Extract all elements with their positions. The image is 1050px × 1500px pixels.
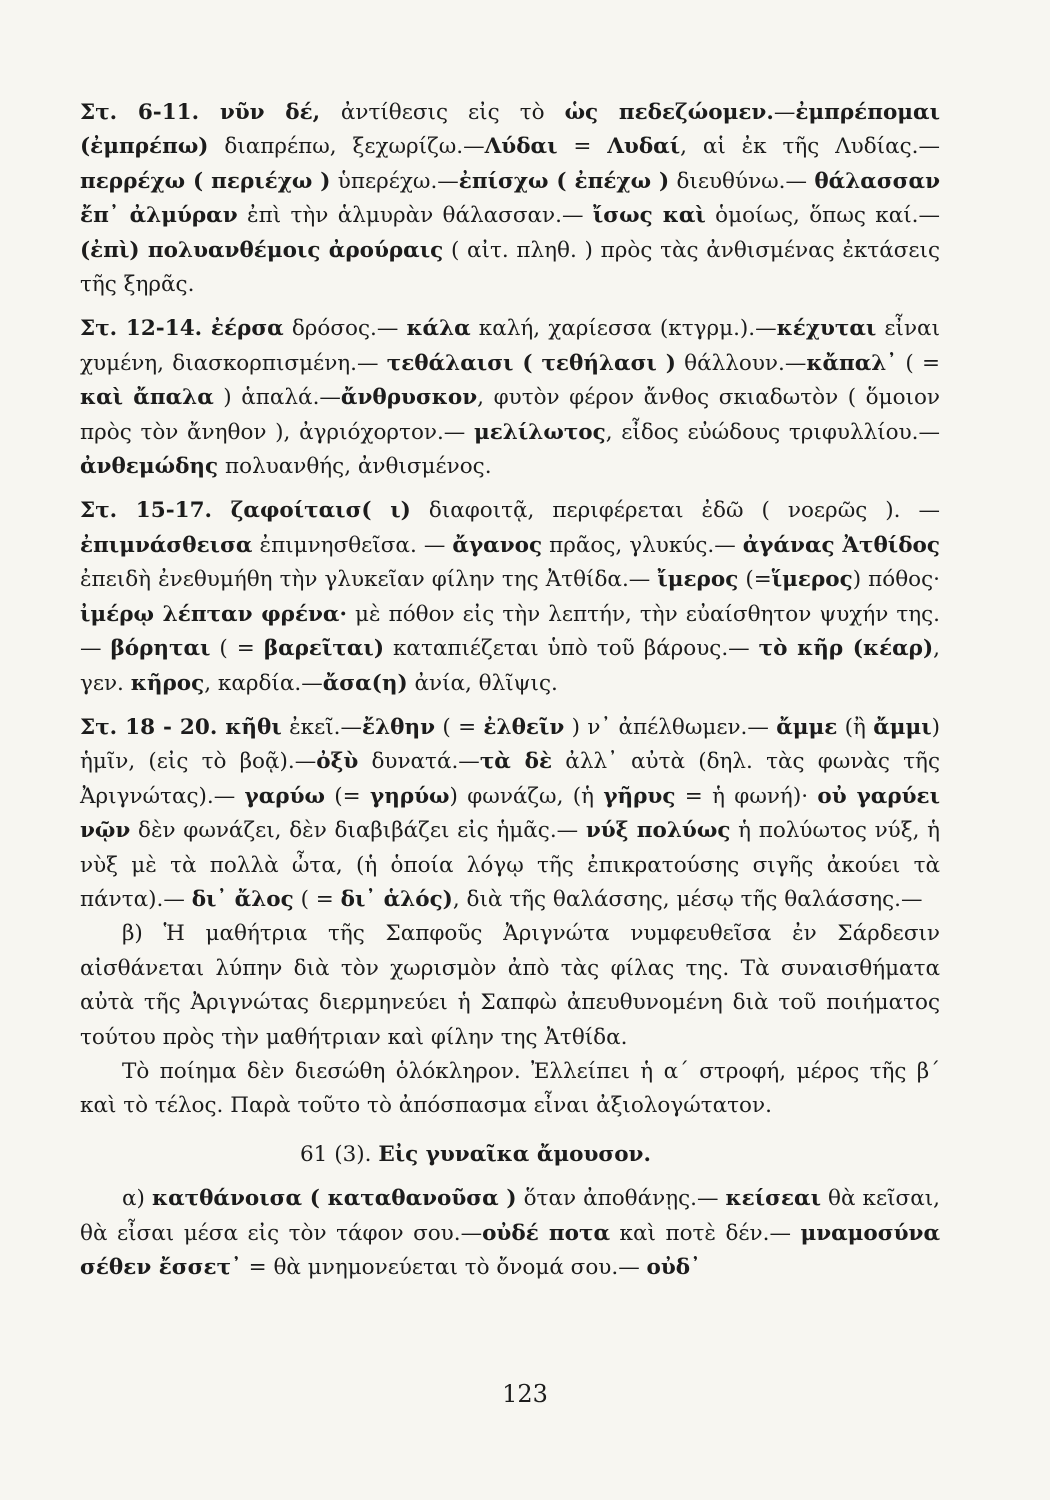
gloss: , καρδία.—: [204, 670, 323, 696]
gloss: ) πόθος·: [852, 567, 940, 593]
paragraph-note: [80, 1055, 940, 1124]
lemma: οὐδ᾽: [646, 1255, 701, 1280]
lemma: δι᾽ ἁλός): [340, 886, 453, 912]
lemma: ἄνθρυσκον: [340, 385, 478, 411]
gloss: = θὰ μνημονεύεται τὸ ὄνομά σου.—: [241, 1255, 647, 1280]
gloss: (=: [324, 783, 371, 809]
gloss: 61 (3).: [300, 1141, 379, 1167]
gloss: πολυανθής, ἀνθισμένος.: [218, 454, 492, 480]
lemma: ἐπίσχω ( ἐπέχω ): [458, 168, 670, 194]
gloss: , γεν.: [80, 636, 940, 696]
lemma: τὸ κῆρ (κέαρ): [758, 636, 934, 662]
gloss: ( αἰτ. πληθ. ) πρὸς τὰς ἀνθισμένας ἐκτάσεις τῆς ξηρᾶς.: [80, 237, 941, 298]
lemma: μελίλωτος: [474, 419, 606, 445]
lemma: καὶ ἄπαλα: [80, 385, 214, 411]
lemma: ἐμπρέπομαι (ἐμπρέπω): [80, 100, 940, 160]
gloss: ( =: [293, 886, 341, 912]
lemma: (ἐπὶ) πολυανθέμοις ἀρούραις: [80, 237, 444, 263]
paragraph-st-6-11: [80, 96, 940, 302]
gloss: καὶ ποτὲ δέν.—: [610, 1220, 801, 1246]
lemma: ἀγάνας Ἀτθίδος: [742, 532, 940, 558]
paragraph-alpha: [80, 1182, 940, 1285]
gloss: α): [122, 1186, 152, 1212]
gloss: =: [557, 134, 608, 160]
lemma: ἵμερος: [771, 567, 853, 593]
lemma: Εἰς γυναῖκα ἄμουσον.: [378, 1141, 651, 1167]
lemma: ἄσα(η): [322, 670, 408, 696]
lemma: περρέχω ( περιέχω ): [80, 168, 331, 194]
paragraph-st-15-17: [80, 494, 940, 700]
gloss: , εἶδος εὐώδους τριφυλλίου.—: [605, 419, 940, 445]
gloss: θάλλουν.—: [675, 350, 807, 376]
gloss: διαφοιτᾷ, περιφέρεται ἐδῶ ( νοερῶς ). —: [410, 498, 940, 524]
gloss: ὑπερέχω.—: [330, 168, 459, 194]
gloss: ( =: [210, 636, 264, 662]
paragraph-st-12-14: [80, 312, 940, 484]
lemma: Λυδαί: [607, 134, 681, 160]
gloss: ἐκεῖ.—: [281, 714, 362, 740]
lemma: κῆρος: [130, 670, 205, 696]
lemma: ἴμερος: [657, 567, 739, 593]
lemma: κείσεαι: [725, 1186, 821, 1212]
gloss: μὲ πόθον εἰς τὴν λεπτήν, τὴν εὐαίσθητον ψυχήν της.—: [80, 601, 940, 662]
gloss: —: [773, 100, 796, 125]
lemma: θάλασσαν ἔπ᾽ ἀλμύραν: [80, 168, 940, 229]
lemma: ἔλθην: [362, 714, 436, 740]
lemma: κἄπαλ᾽: [806, 350, 898, 376]
gloss: (ἢ: [837, 714, 874, 740]
lemma: ὡς πεδεζώομεν.: [564, 100, 774, 125]
gloss: ) ἁπαλά.—: [213, 385, 341, 411]
lemma: ἀνθεμώδης: [80, 454, 219, 480]
gloss: ὁμοίως, ὅπως καί.—: [705, 203, 940, 229]
gloss: ἐπιμνησθεῖσα. —: [252, 532, 453, 558]
gloss: = ἡ φωνή)·: [675, 783, 818, 809]
gloss: διευθύνω.—: [669, 168, 815, 194]
lemma: ζαφοίταισ( ι): [230, 498, 411, 524]
lemma: ἄγανος: [452, 532, 543, 558]
lemma: γῆρυς: [603, 783, 676, 809]
gloss: ἀντίθεσις εἰς τὸ: [340, 100, 565, 125]
lemma: ὀξὺ: [316, 749, 359, 775]
lemma: Λύδαι: [484, 134, 558, 160]
gloss: , φυτὸν φέρον ἄνθος σκιαδωτὸν ( ὅμοιον πρὸς τὸν ἄνηθον ), ἀγριόχορτον.—: [80, 385, 940, 445]
lemma: κῆθι: [225, 714, 282, 740]
lemma: ἄμμι: [873, 714, 932, 740]
lemma: γηρύω: [370, 783, 450, 809]
page-number: 123: [502, 1380, 548, 1408]
lemma: βαρεῖται): [263, 636, 384, 662]
gloss: ( =: [897, 350, 941, 376]
gloss: ἐπειδὴ ἐνεθυμήθη τὴν γλυκεῖαν φίλην της Ἀτθίδα.—: [80, 567, 658, 593]
lemma: κάλα: [406, 316, 471, 342]
gloss: καταπιέζεται ὑπὸ τοῦ βάρους.—: [384, 636, 759, 662]
lemma: ἰμέρῳ λέπταν φρένα·: [80, 601, 347, 627]
gloss: δυνατά.—: [358, 749, 480, 775]
lemma: οὐδέ ποτα: [482, 1220, 611, 1246]
gloss: ) φωνάζω, (ἡ: [449, 783, 604, 809]
gloss: δρόσος.—: [283, 316, 407, 342]
lemma: γαρύω: [244, 783, 325, 809]
lemma: Στ. 12-14.: [80, 316, 211, 342]
gloss: δὲν φωνάζει, δὲν διαβιβάζει εἰς ἡμᾶς.—: [130, 818, 586, 844]
commentary-text: [80, 96, 940, 1285]
lemma: τὰ δὲ: [479, 749, 553, 775]
gloss: ἀλλ᾽ αὐτὰ (δηλ. τὰς φωνὰς τῆς Ἀριγνώτας).—: [80, 749, 940, 809]
lemma: ἐέρσα: [210, 316, 284, 342]
lemma: Στ. 6-11.: [80, 100, 220, 125]
gloss: θὰ κεῖσαι, θὰ εἶσαι μέσα εἰς τὸν τάφον σου.—: [80, 1186, 940, 1246]
lemma: κέχυται: [776, 316, 877, 342]
gloss: , διὰ τῆς θαλάσσης, μέσῳ τῆς θαλάσσης.—: [452, 886, 923, 912]
gloss: διαπρέπω, ξεχωρίζω.—: [208, 134, 485, 160]
gloss: ἀνία, θλῖψις.: [407, 670, 558, 696]
gloss: β) Ἡ μαθήτρια τῆς Σαπφοῦς Ἀριγνώτα νυμφευθεῖσα ἐν Σάρδεσιν αἰσθάνεται λύπην διὰ τὸν χωρισμὸν ἀπὸ τὰς φίλας της. Τὰ συναισθήματα αὐτὰ τῆς Ἀριγνώτας διερμηνεύει ἡ Σαπφὼ ἀπευθυνομένη διὰ τοῦ ποιήματος τούτου πρὸς τὴν μαθήτριαν καὶ φίλην της Ἀτθίδα.: [80, 921, 940, 1050]
paragraph-heading-61: [80, 1138, 940, 1172]
gloss: εἶναι χυμένη, διασκορπισμένη.—: [80, 316, 941, 376]
lemma: ἴσως καὶ: [592, 203, 706, 229]
lemma: ἐλθεῖν: [483, 714, 565, 740]
lemma: Στ. 15-17.: [80, 498, 231, 524]
lemma: Στ. 18 - 20.: [80, 714, 226, 740]
lemma: δι᾽ ἄλος: [191, 886, 294, 912]
lemma: νῦν δέ,: [219, 100, 341, 125]
lemma: νύξ πολύως: [585, 818, 731, 844]
gloss: ) ν᾽ ἀπέλθωμεν.—: [564, 714, 777, 740]
paragraph-st-18-20: [80, 711, 940, 917]
gloss: καλή, χαρίεσσα (κτγρμ.).—: [470, 316, 777, 342]
lemma: ἄμμε: [776, 714, 838, 740]
gloss: ἐπὶ τὴν ἁλμυρὰν θάλασσαν.—: [237, 203, 593, 229]
lemma: κατθάνοισα ( καταθανοῦσα ): [151, 1186, 517, 1212]
gloss: , αἱ ἐκ τῆς Λυδίας.—: [680, 134, 940, 160]
gloss: (=: [738, 567, 772, 593]
lemma: οὐ γαρύει νῷν: [80, 783, 941, 844]
gloss: πρᾶος, γλυκύς.—: [542, 532, 743, 558]
gloss: ἡ πολύωτος νύξ, ἡ νὺξ μὲ τὰ πολλὰ ὦτα, (ἡ ὁποία λόγῳ τῆς ἐπικρατούσης σιγῆς ἀκούει τὰ πάντα).—: [80, 818, 940, 912]
lemma: βόρηται: [110, 636, 211, 662]
paragraph-beta: [80, 917, 940, 1055]
gloss: Τὸ ποίημα δὲν διεσώθη ὁλόκληρον. Ἐλλείπει ἡ α΄ στροφή, μέρος τῆς β΄ καὶ τὸ τέλος. Παρὰ τοῦτο τὸ ἀπόσπασμα εἶναι ἀξιολογώτατον.: [80, 1058, 940, 1119]
lemma: μναμοσύνα σέθεν ἔσσετ᾽: [80, 1220, 940, 1280]
gloss: ( =: [435, 714, 484, 740]
lemma: τεθάλαισι ( τεθήλασι ): [386, 350, 676, 376]
gloss: ) ἡμῖν, (εἰς τὸ βοᾷ).—: [80, 714, 941, 775]
gloss: ὅταν ἀποθάνῃς.—: [516, 1186, 726, 1212]
lemma: ἐπιμνάσθεισα: [80, 532, 253, 558]
